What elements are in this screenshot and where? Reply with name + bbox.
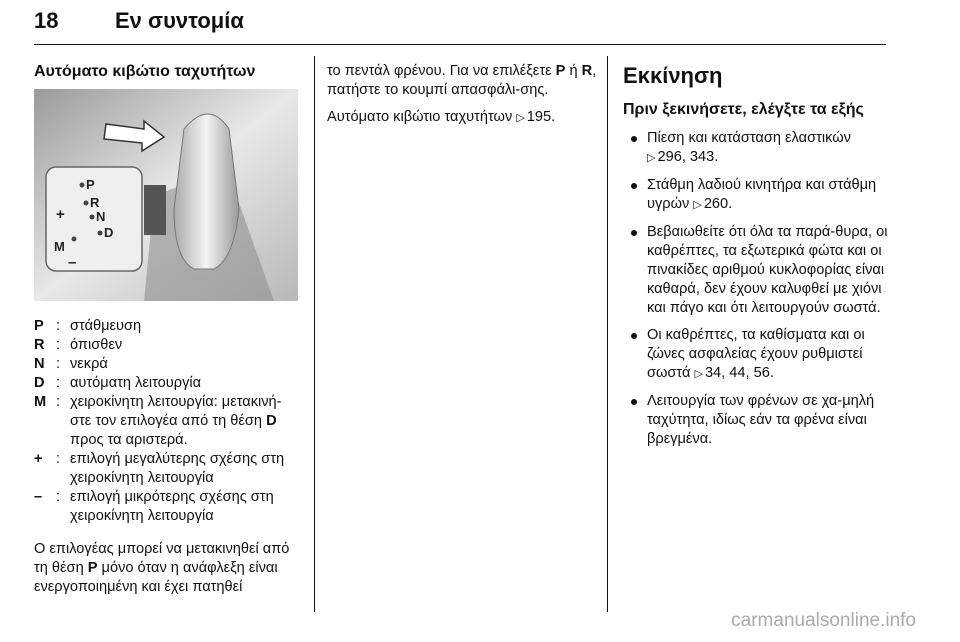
page-title: Εν συντομία [115,8,244,33]
figure-label-m: M [54,239,65,254]
ref-arrow-icon: ▷ [694,368,703,380]
figure-label-r: R [90,195,100,210]
list-item-text: Οι καθρέπτες, τα καθίσματα και οι ζώνες ασφαλείας έχουν ρυθμιστεί σωστά [647,327,865,381]
legend-text: αυτόματη λειτουργία [70,375,202,391]
para-text: ή [569,63,578,79]
legend-colon: : [56,356,61,372]
checklist [623,129,893,449]
list-item [623,326,893,384]
legend-text-bold: D [266,413,277,429]
para-text: , πατήστε το κουμπί απασφάλι-σης. [327,63,597,98]
header-rule [34,44,886,45]
bullet-icon [631,333,637,339]
legend-colon: : [56,394,61,410]
legend-row [34,374,302,393]
list-item-refs[interactable]: 296, 343. [657,149,719,165]
legend-text-tail: προς τα αριστερά. [70,432,188,448]
para-text: μόνο όταν η ανάφλεξη είναι ενεργοποιημένη και έχει πατηθεί [34,560,278,595]
legend-colon: : [56,375,61,391]
figure-label-d: D [104,225,114,240]
body-paragraph [327,62,597,100]
list-item-text: Βεβαιωθείτε ότι όλα τα παρά-θυρα, οι καθρέπτες, τα εξωτερικά φώτα και οι πινακίδες αριθμού κυκλοφορίας είναι καθαρά, δεν έχουν καλυφθεί με χιόνι και πάγο και ότι λειτουργούν σωστά. [647,224,888,316]
legend-text: επιλογή μικρότερης σχέσης στη χειροκίνητη λειτουργία [70,489,274,524]
para-text: Ο επιλογέας μπορεί να μετακινηθεί από τη θέση [34,541,290,576]
legend-key: D [34,375,45,391]
para-text: το πεντάλ φρένου. Για να επιλέξετε [327,63,552,79]
legend-colon: : [56,337,61,353]
section-subheading: Πριν ξεκινήσετε, ελέγξτε τα εξής [623,101,864,118]
gear-selector-figure [34,89,298,301]
watermark: carmanualsonline.info [731,610,916,631]
bullet-icon [631,183,637,189]
legend-row [34,488,302,526]
legend-row [34,355,302,374]
list-item-refs[interactable]: 34, 44, 56. [704,365,774,381]
para-bold: P [555,63,566,79]
middle-column [327,62,597,136]
figure-label-p: P [86,177,95,192]
ref-arrow-icon: ▷ [693,199,702,211]
list-item [623,392,893,449]
list-item [623,223,893,318]
legend-colon: : [56,318,61,334]
body-paragraph [34,540,302,597]
legend-key: P [34,318,44,334]
list-item [623,129,893,168]
legend-row [34,336,302,355]
legend-colon: : [56,451,61,467]
legend-text: στάθμευση [70,318,142,334]
gear-legend [34,317,302,526]
legend-text: όπισθεν [70,337,123,353]
legend-row [34,317,302,336]
legend-key: + [34,451,43,467]
page-number: 18 [34,8,59,33]
bullet-icon [631,399,637,405]
legend-text [70,393,302,450]
bullet-icon [631,230,637,236]
section-heading-start: Εκκίνηση [623,63,723,88]
legend-key: R [34,337,45,353]
legend-key: M [34,394,47,410]
xref-text: Αυτόματο κιβώτιο ταχυτήτων [327,109,513,125]
para-bold: R [581,63,593,79]
list-item-text: Στάθμη λαδιού κινητήρα και στάθμη υγρών [647,177,877,212]
list-item-text: Λειτουργία των φρένων σε χα-μηλή ταχύτητα, ιδίως εάν τα φρένα είναι βρεγμένα. [647,393,875,447]
legend-key: N [34,356,45,372]
legend-text-main: χειροκίνητη λειτουργία: μετακινή-στε τον επιλογέα από τη θέση [70,394,282,429]
ref-arrow-icon: ▷ [647,152,656,164]
figure-label-plus: + [56,206,65,223]
right-column [623,62,893,457]
legend-text: επιλογή μεγαλύτερης σχέσης στη χειροκίνητη λειτουργία [70,451,285,486]
list-item-refs[interactable]: 260. [703,196,733,212]
para-bold: P [87,560,98,576]
column-divider-1 [314,56,315,612]
list-item-text: Πίεση και κατάσταση ελαστικών [647,130,851,146]
figure-label-n: N [96,209,106,224]
legend-row [34,450,302,488]
cross-reference [327,108,597,128]
xref-page[interactable]: 195. [526,109,556,125]
bullet-icon [631,136,637,142]
figure-label-minus: – [68,254,77,271]
legend-colon: : [56,489,61,505]
legend-key: – [34,489,43,505]
section-heading: Αυτόματο κιβώτιο ταχυτήτων [34,63,256,80]
left-column [34,62,302,605]
list-item [623,176,893,215]
legend-row [34,393,302,450]
legend-text: νεκρά [70,356,108,372]
ref-arrow-icon: ▷ [516,112,525,124]
column-divider-2 [607,56,608,612]
